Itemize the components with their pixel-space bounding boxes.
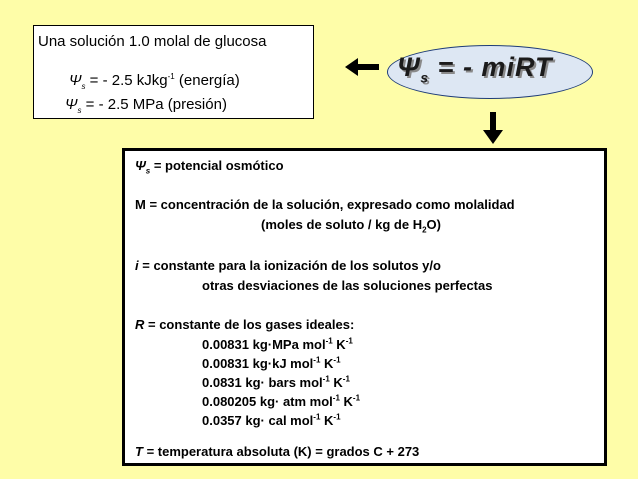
r-value-exp: -1 <box>333 412 341 422</box>
energy-exponent: -1 <box>167 72 175 81</box>
r-value-exp: -1 <box>332 393 340 403</box>
r-value-main: 0.0831 kg· bars mol <box>202 375 323 390</box>
r-value-unit: K <box>320 356 334 371</box>
pressure-value: = - 2.5 MPa (presión) <box>81 96 227 113</box>
osmotic-formula <box>397 52 553 86</box>
r-value-exp: -1 <box>342 374 350 384</box>
def-m-line1: M = concentración de la solución, expresado como molalidad <box>135 197 515 212</box>
water-subscript: 2 <box>422 225 427 235</box>
i-symbol: i <box>135 258 139 273</box>
example-title: Una solución 1.0 molal de glucosa <box>38 33 267 50</box>
variable-definitions-box <box>122 148 607 466</box>
def-i-line1 <box>135 258 441 274</box>
def-r-line1 <box>135 317 354 333</box>
def-t-text: = temperatura absoluta (K) = grados C + 273 <box>142 444 420 459</box>
psi-subscript: s <box>81 82 86 91</box>
r-value <box>202 356 341 372</box>
r-value <box>202 375 350 391</box>
def-i-text: = constante para la ionización de los solutos y/o <box>138 258 441 273</box>
def-i-line2: otras desviaciones de las soluciones perfectas <box>202 278 493 293</box>
def-psi <box>135 158 284 174</box>
def-psi-text: = potencial osmótico <box>150 158 284 173</box>
energy-potential-line <box>69 72 240 90</box>
psi-subscript: s <box>145 166 151 176</box>
psi-symbol: Ψ <box>135 158 146 173</box>
r-value-exp: -1 <box>325 336 333 346</box>
r-value-unit: K <box>320 413 334 428</box>
r-value-exp: -1 <box>333 355 341 365</box>
psi-subscript: s <box>77 106 82 115</box>
def-m-line2-a: (moles de soluto / kg de H <box>261 217 423 232</box>
r-value-main: 0.0357 kg· cal mol <box>202 413 314 428</box>
t-symbol: T <box>135 444 143 459</box>
r-value-unit: K <box>329 375 343 390</box>
r-value-unit: K <box>332 337 346 352</box>
formula-rhs: = - miRT <box>429 52 553 82</box>
glucose-example-box <box>33 25 314 119</box>
def-r-text: = constante de los gases ideales: <box>144 317 355 332</box>
r-value-main: 0.00831 kg·kJ mol <box>202 356 314 371</box>
def-t <box>135 444 419 460</box>
formula-psi-subscript: s <box>420 69 430 86</box>
psi-symbol: Ψ <box>69 72 82 89</box>
r-value <box>202 413 341 429</box>
energy-value: = - 2.5 kJkg <box>85 72 168 89</box>
r-value-exp: -1 <box>313 412 321 422</box>
psi-symbol: Ψ <box>65 96 78 113</box>
r-value-unit: K <box>339 394 353 409</box>
energy-label: (energía) <box>174 72 240 89</box>
arrow-down-icon <box>483 112 503 144</box>
pressure-potential-line <box>65 96 227 114</box>
r-value-exp: -1 <box>345 336 353 346</box>
r-value-exp: -1 <box>313 355 321 365</box>
r-value-exp: -1 <box>352 393 361 403</box>
formula-psi-symbol: Ψ <box>397 52 421 82</box>
r-value-exp: -1 <box>322 374 330 384</box>
r-value <box>202 394 360 410</box>
r-value-main: 0.080205 kg· atm mol <box>202 394 333 409</box>
r-symbol: R <box>135 317 145 332</box>
r-value <box>202 337 353 353</box>
def-m-line2 <box>261 217 441 233</box>
def-m-line2-b: O) <box>426 217 441 232</box>
r-value-main: 0.00831 kg·MPa mol <box>202 337 326 352</box>
arrow-left-icon <box>345 56 379 78</box>
